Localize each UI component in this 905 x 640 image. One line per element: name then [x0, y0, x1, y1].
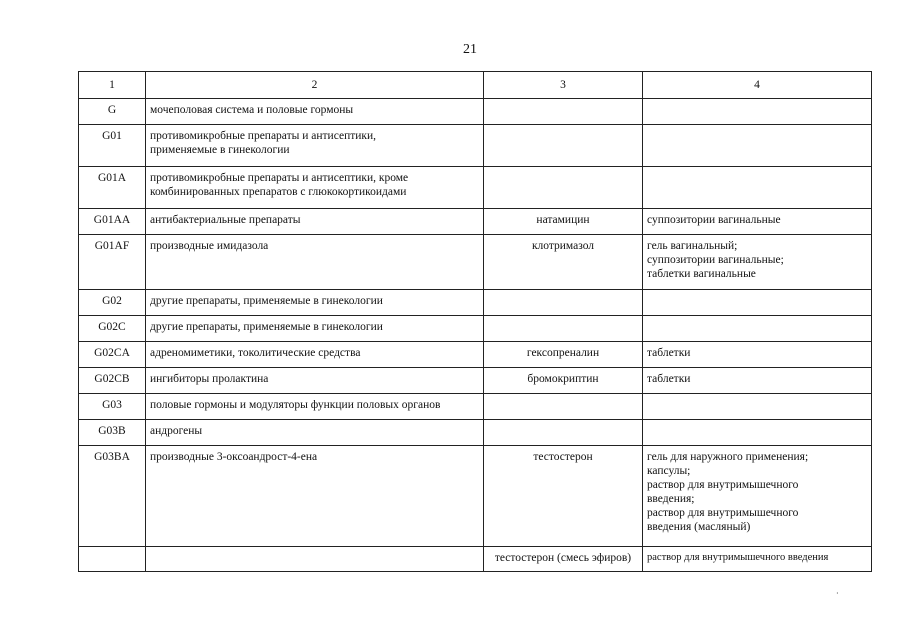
- atc-code-cell: G02CB: [79, 368, 146, 394]
- dosage-form-cell: таблетки: [643, 368, 872, 394]
- group-name-cell: [146, 547, 484, 572]
- table-row: [79, 316, 872, 342]
- table-row: [79, 368, 872, 394]
- inn-cell: бромокриптин: [484, 368, 643, 394]
- column-header: 3: [484, 72, 643, 99]
- table-header-row: [79, 72, 872, 99]
- inn-cell: [484, 394, 643, 420]
- inn-cell: [484, 420, 643, 446]
- inn-cell: тестостерон: [484, 446, 643, 547]
- column-header: 1: [79, 72, 146, 99]
- table-row: [79, 209, 872, 235]
- group-name-cell: другие препараты, применяемые в гинекологии: [146, 290, 484, 316]
- atc-code-cell: G02CA: [79, 342, 146, 368]
- dosage-form-cell: [643, 125, 872, 167]
- table-row: [79, 125, 872, 167]
- dosage-form-cell: [643, 420, 872, 446]
- inn-cell: [484, 316, 643, 342]
- atc-code-cell: G03B: [79, 420, 146, 446]
- inn-cell: натамицин: [484, 209, 643, 235]
- dosage-form-cell: суппозитории вагинальные: [643, 209, 872, 235]
- table-row: [79, 547, 872, 572]
- group-name-cell: противомикробные препараты и антисептики, применяемые в гинекологии: [146, 125, 484, 167]
- inn-cell: [484, 125, 643, 167]
- column-header: 4: [643, 72, 872, 99]
- group-name-cell: производные 3-оксоандрост-4-ена: [146, 446, 484, 547]
- dosage-form-cell: таблетки: [643, 342, 872, 368]
- scan-mark: ·: [836, 589, 839, 598]
- inn-cell: [484, 167, 643, 209]
- dosage-form-cell: [643, 316, 872, 342]
- group-name-cell: половые гормоны и модуляторы функции половых органов: [146, 394, 484, 420]
- group-name-cell: адреномиметики, токолитические средства: [146, 342, 484, 368]
- atc-code-cell: G: [79, 99, 146, 125]
- dosage-form-cell: [643, 99, 872, 125]
- atc-code-cell: G01: [79, 125, 146, 167]
- atc-code-cell: G01AF: [79, 235, 146, 290]
- table-row: [79, 167, 872, 209]
- dosage-form-cell: раствор для внутримышечного введения: [643, 547, 872, 572]
- group-name-cell: производные имидазола: [146, 235, 484, 290]
- atc-code-cell: G03: [79, 394, 146, 420]
- inn-cell: [484, 99, 643, 125]
- atc-code-cell: G02: [79, 290, 146, 316]
- table-row: [79, 420, 872, 446]
- dosage-form-cell: [643, 290, 872, 316]
- column-header: 2: [146, 72, 484, 99]
- group-name-cell: мочеполовая система и половые гормоны: [146, 99, 484, 125]
- inn-cell: гексопреналин: [484, 342, 643, 368]
- atc-code-cell: [79, 547, 146, 572]
- inn-cell: [484, 290, 643, 316]
- dosage-form-cell: гель для наружного применения; капсулы; раствор для внутримышечного введения; раствор для внутримышечного введения (масляный): [643, 446, 872, 547]
- dosage-form-cell: [643, 167, 872, 209]
- group-name-cell: противомикробные препараты и антисептики, кроме комбинированных препаратов с глюкокортикоидами: [146, 167, 484, 209]
- table-row: [79, 99, 872, 125]
- drug-table: [78, 71, 872, 572]
- group-name-cell: другие препараты, применяемые в гинекологии: [146, 316, 484, 342]
- table-row: [79, 235, 872, 290]
- dosage-form-cell: [643, 394, 872, 420]
- group-name-cell: андрогены: [146, 420, 484, 446]
- dosage-form-cell: гель вагинальный; суппозитории вагинальные; таблетки вагинальные: [643, 235, 872, 290]
- atc-code-cell: G03BA: [79, 446, 146, 547]
- table-row: [79, 394, 872, 420]
- inn-cell: клотримазол: [484, 235, 643, 290]
- group-name-cell: антибактериальные препараты: [146, 209, 484, 235]
- table-row: [79, 290, 872, 316]
- table-row: [79, 446, 872, 547]
- atc-code-cell: G01A: [79, 167, 146, 209]
- page-number: 21: [463, 42, 477, 57]
- inn-cell: тестостерон (смесь эфиров): [484, 547, 643, 572]
- atc-code-cell: G01AA: [79, 209, 146, 235]
- table-row: [79, 342, 872, 368]
- atc-code-cell: G02C: [79, 316, 146, 342]
- group-name-cell: ингибиторы пролактина: [146, 368, 484, 394]
